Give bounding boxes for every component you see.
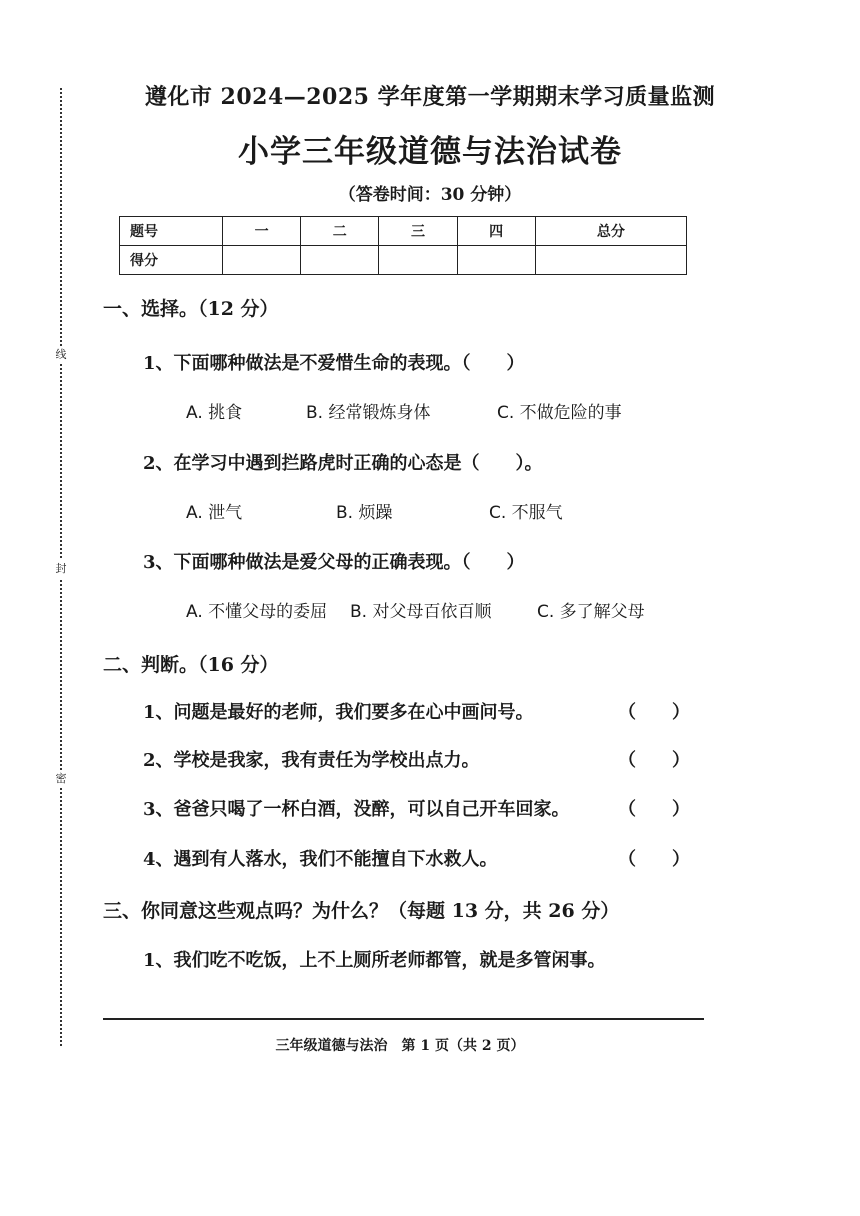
score-blank-cell[interactable] [301,246,379,275]
q2-option-b: B. 烦躁 [336,503,393,523]
judge-item-3: 3、爸爸只喝了一杯白酒，没醉，可以自己开车回家。 [143,799,570,820]
q3-option-c: C. 多了解父母 [537,602,645,622]
page-footer: 三年级道德与法治 第 1 页（共 2 页） [275,1038,525,1054]
score-table-cell: 二 [301,217,379,246]
q1-option-c: C. 不做危险的事 [497,403,622,423]
exam-time: （答卷时间：30 分钟） [338,185,522,205]
q3-option-b: B. 对父母百依百顺 [350,602,492,622]
judge-answer-blank-3[interactable]: （ ） [618,799,690,820]
judge-answer-blank-1[interactable]: （ ） [618,702,690,723]
score-blank-cell[interactable] [457,246,535,275]
exam-title: 小学三年级道德与法治试卷 [238,134,622,170]
binding-char-xian: 线 [52,346,70,364]
score-table-cell: 四 [457,217,535,246]
score-table-score-row [120,246,687,275]
q1-option-b: B. 经常锻炼身体 [306,403,431,423]
section1-title: 一、选择。（12 分） [103,298,279,320]
judge-answer-blank-2[interactable]: （ ） [618,750,690,771]
choice-question-2: 2、在学习中遇到拦路虎时正确的心态是（ ）。 [143,453,543,474]
q1-option-a: A. 挑食 [186,403,243,423]
score-blank-cell[interactable] [535,246,686,275]
score-blank-cell[interactable] [223,246,301,275]
score-table [119,216,687,275]
section3-title: 三、你同意这些观点吗？为什么？（每题 13 分，共 26 分） [103,900,620,922]
judge-item-1: 1、问题是最好的老师，我们要多在心中画问号。 [143,702,534,723]
section2-title: 二、判断。（16 分） [103,654,279,676]
score-table-header-row [120,217,687,246]
score-table-cell: 三 [379,217,457,246]
binding-char-mi: 密 [52,770,70,788]
footer-rule [103,1018,704,1020]
score-table-cell: 总分 [535,217,686,246]
judge-item-4: 4、遇到有人落水，我们不能擅自下水救人。 [143,849,498,870]
opinion-question-1: 1、我们吃不吃饭，上不上厕所老师都管，就是多管闲事。 [143,950,606,971]
exam-subtitle: 遵化市 2024—2025 学年度第一学期期末学习质量监测 [144,84,716,110]
judge-item-2: 2、学校是我家，我有责任为学校出点力。 [143,750,480,771]
binding-char-feng: 封 [52,560,70,578]
judge-answer-blank-4[interactable]: （ ） [618,849,690,870]
choice-question-1: 1、下面哪种做法是不爱惜生命的表现。（ ） [143,353,525,374]
q3-option-a: A. 不懂父母的委屈 [186,602,328,622]
q2-option-c: C. 不服气 [489,503,563,523]
choice-question-3: 3、下面哪种做法是爱父母的正确表现。（ ） [143,552,525,573]
q2-option-a: A. 泄气 [186,503,243,523]
score-table-cell: 一 [223,217,301,246]
score-blank-cell[interactable] [379,246,457,275]
score-table-cell: 题号 [120,217,223,246]
score-table-cell: 得分 [120,246,223,275]
